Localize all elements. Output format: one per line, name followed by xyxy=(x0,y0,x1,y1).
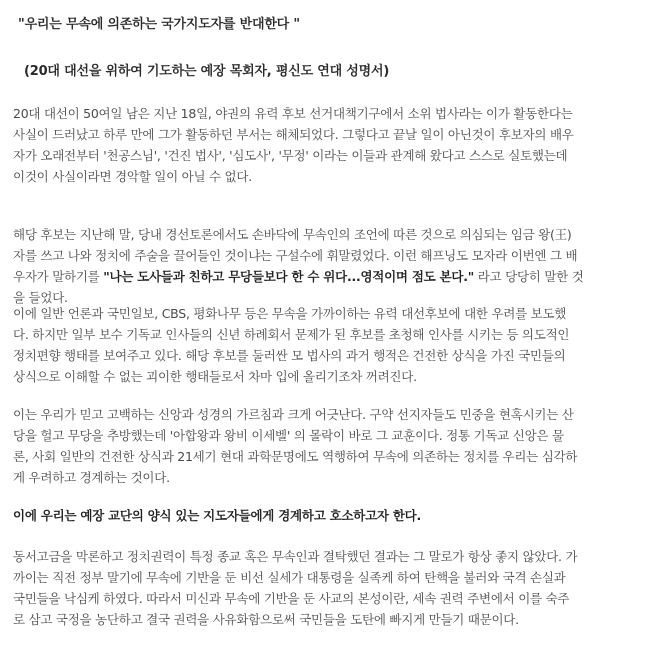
paragraph-line: 이것이 사실이라면 경악할 일이 아닐 수 없다. xyxy=(13,169,252,184)
paragraph-line: 자를 쓰고 나와 정치에 주술을 끌어들인 것이냐는 구설수에 휘말렸었다. 이런 해프닝도 모자라 이번엔 그 배 xyxy=(13,248,578,263)
paragraph-line: 국민들을 낙심케 하였다. 따라서 미신과 무속에 기반을 둔 사교의 본성이란, 세속 권력 주변에서 이를 숙주 xyxy=(13,591,570,606)
paragraph-line: 자가 오래전부터 '천공스님', '건진 법사', '심도사', '무정' 이라는 이들과 관계해 왔다고 스스로 실토했는데 xyxy=(13,148,568,163)
paragraph-line: 까이는 직전 정부 말기에 무속에 기반을 둔 비선 실세가 대통령을 실족케 하여 탄핵을 불러와 국격 손실과 xyxy=(13,570,566,585)
paragraph-line: 게 우려하고 경계하는 것이다. xyxy=(13,470,170,485)
paragraph-line: 이는 우리가 믿고 고백하는 신앙과 성경의 가르침과 크게 어긋난다. 구약 선지자들도 민중을 현혹시키는 산 xyxy=(13,407,574,422)
subheadline: (20대 대선을 위하여 기도하는 예장 목회자, 평신도 연대 성명서) xyxy=(24,64,390,79)
headline: "우리는 무속에 의존하는 국가지도자를 반대한다 " xyxy=(18,17,300,32)
paragraph-line: 사실이 드러났고 하루 만에 그가 활동하던 부서는 해체되었다. 그렇다고 끝날 일이 아닌것이 후보자의 배우 xyxy=(13,127,574,142)
paragraph-6 xyxy=(13,546,577,630)
paragraph-5-emphasis xyxy=(13,505,421,526)
paragraph-2 xyxy=(13,224,584,308)
paragraph-3 xyxy=(13,303,569,387)
paragraph-1 xyxy=(13,103,574,187)
paragraph-line: 론, 사회 일반의 건전한 상식과 21세기 현대 과학문명에도 역행하여 무속에 의존하는 정치를 우리는 심각하 xyxy=(13,449,578,464)
bold-quote: "나는 도사들과 친하고 무당들보다 한 수 위다...영적이며 점도 본다." xyxy=(103,269,475,284)
paragraph-line: 을 들었다. xyxy=(13,290,68,305)
paragraph-line: 동서고금을 막론하고 정치권력이 특정 종교 혹은 무속인과 결탁했던 결과는 그 말로가 항상 좋지 않았다. 가 xyxy=(13,549,578,564)
paragraph-line: 당을 헐고 무당을 추방했는데 '아합왕과 왕비 이세벨' 의 몰락이 바로 그 교훈이다. 정통 기독교 신앙은 물 xyxy=(13,428,564,443)
paragraph-line: 해당 후보는 지난해 말, 당내 경선토론에서도 손바닥에 무속인의 조언에 따른 것으로 의심되는 임금 왕(王) xyxy=(13,227,572,242)
emphasis-line: 이에 우리는 예장 교단의 양식 있는 지도자들에게 경계하고 호소하고자 한다. xyxy=(13,508,421,523)
paragraph-line: 정치편향 행태를 보여주고 있다. 해당 후보를 둘러싼 모 법사의 과거 행적은 건전한 상식을 가진 국민들의 xyxy=(13,348,566,363)
quote-lead-text: 우자가 말하기를 xyxy=(13,269,104,284)
paragraph-line: 20대 대선이 50여일 남은 지난 18일, 야권의 유력 후보 선거대책기구에서 소위 법사라는 이가 활동한다는 xyxy=(13,106,573,121)
paragraph-4 xyxy=(13,404,577,488)
paragraph-line: 다. 하지만 일부 보수 기독교 인사들의 신년 하례회서 문제가 된 후보를 초청해 인사를 시키는 등 의도적인 xyxy=(13,327,570,342)
paragraph-line xyxy=(13,266,584,287)
paragraph-line: 로 삼고 국정을 농단하고 결국 권력을 사유화함으로써 국민들을 도탄에 빠지게 만들기 때문이다. xyxy=(13,612,519,627)
paragraph-line: 상식으로 이해할 수 없는 괴이한 행태들로서 차마 입에 올리기조차 꺼려진다. xyxy=(13,369,417,384)
paragraph-line: 이에 일반 언론과 국민일보, CBS, 평화나무 등은 무속을 가까이하는 유력 대선후보에 대한 우려를 보도했 xyxy=(13,306,567,321)
quote-tail-text: 라고 당당히 말한 것 xyxy=(474,269,584,284)
